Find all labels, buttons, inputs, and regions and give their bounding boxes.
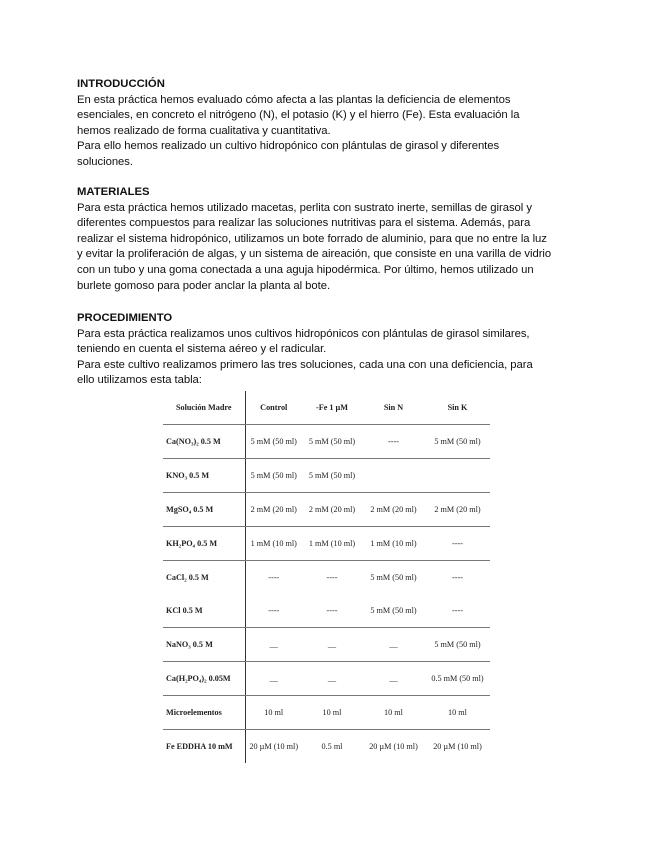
table-header-row xyxy=(163,391,490,425)
materials-line: Para esta práctica hemos utilizado macetas, perlita con sustrato inerte, semillas de girasol y xyxy=(77,201,532,214)
table-cell: __ xyxy=(302,662,362,696)
table-cell: 0.5 ml xyxy=(321,742,343,751)
introduction-line: En esta práctica hemos evaluado cómo afecta a las plantas la deficiencia de elementos xyxy=(77,93,511,106)
table-header-cell: Sin K xyxy=(425,391,490,425)
table-cell: __ xyxy=(362,662,425,696)
table-row xyxy=(163,662,490,696)
table-row xyxy=(163,561,490,595)
table-row-label: NaNO₃ 0.5 M xyxy=(163,628,245,662)
table-cell: 1 mM (10 ml) xyxy=(302,527,362,561)
materials-line: realizar el sistema hidropónico, utilizamos un bote forrado de aluminio, para que no entre la luz xyxy=(77,232,547,245)
table-cell: 1 mM (10 ml) xyxy=(245,527,302,561)
table-cell: ---- xyxy=(425,527,490,561)
table-row-label: KNO₃ 0.5 M xyxy=(163,459,245,493)
materials-line: burlete gomoso para poder anclar la planta al bote. xyxy=(77,279,331,292)
introduction-heading: INTRODUCCIÓN xyxy=(77,78,165,90)
table-cell: 5 mM (50 ml) xyxy=(425,628,490,662)
table-cell xyxy=(362,459,425,493)
table-cell: 5 mM (50 ml) xyxy=(302,425,362,459)
table-header-cell: Control xyxy=(245,391,302,425)
table-cell: 1 mM (10 ml) xyxy=(362,527,425,561)
introduction-line: hemos realizado de forma cualitativa y cuantitativa. xyxy=(77,124,331,137)
table-row xyxy=(163,730,490,764)
table-cell: 5 mM (50 ml) xyxy=(425,425,490,459)
materials-line: con un tubo y una goma conectada a una aguja hipodérmica. Por último, hemos utilizado un xyxy=(77,263,534,276)
table-cell: ---- xyxy=(245,594,302,628)
table-row-label: CaCl₂ 0.5 M xyxy=(163,561,245,595)
introduction-section xyxy=(77,77,577,171)
table-cell: ---- xyxy=(326,573,338,582)
table-cell: 2 mM (20 ml) xyxy=(362,493,425,527)
table-cell: ---- xyxy=(268,573,280,582)
table-cell: 5 mM (50 ml) xyxy=(302,459,362,493)
table-cell: 10 ml xyxy=(245,696,302,730)
table-header-cell: Solución Madre xyxy=(163,391,245,425)
table-cell: 20 µM (10 ml) xyxy=(433,742,482,751)
table-cell: __ xyxy=(362,628,425,662)
table-row-label: KH₂PO₄ 0.5 M xyxy=(163,527,245,561)
table-cell: __ xyxy=(302,628,362,662)
introduction-line: soluciones. xyxy=(77,155,133,168)
table-row xyxy=(163,527,490,561)
introduction-line: Para ello hemos realizado un cultivo hidropónico con plántulas de girasol y diferentes xyxy=(77,140,500,153)
table-row xyxy=(163,696,490,730)
procedure-line: teniendo en cuenta el sistema aéreo y el radicular. xyxy=(77,343,327,356)
procedure-heading: PROCEDIMIENTO xyxy=(77,312,173,324)
table-row-label: Ca(H₂PO₄)₂ 0.05M xyxy=(163,662,245,696)
introduction-line: esenciales, en concreto el nitrógeno (N), el potasio (K) y el hierro (Fe). Esta evaluación la xyxy=(77,109,520,122)
table-cell: ---- xyxy=(452,573,463,582)
table-cell: 2 mM (20 ml) xyxy=(245,493,302,527)
table-cell: 5 mM (50 ml) xyxy=(245,425,302,459)
procedure-line: Para esta práctica realizamos unos cultivos hidropónicos con plántulas de girasol similares, xyxy=(77,327,530,340)
materials-line: y evitar la proliferación de algas, y un sistema de aireación, que consiste en una varilla de vidrio xyxy=(77,248,552,261)
table-cell: 2 mM (20 ml) xyxy=(425,493,490,527)
table-cell xyxy=(425,459,490,493)
materials-heading: MATERIALES xyxy=(77,186,150,198)
solutions-table xyxy=(163,391,490,763)
table-cell: 5 mM (50 ml) xyxy=(245,459,302,493)
table-cell: 20 µM (10 ml) xyxy=(249,742,299,751)
table-row-label: Microelementos xyxy=(163,696,245,730)
materials-line: diferentes compuestos para realizar las soluciones nutritivas para el sistema. Además, para xyxy=(77,217,531,230)
table-cell: ---- xyxy=(302,594,362,628)
materials-section xyxy=(77,185,577,294)
table-row-label: MgSO₄ 0.5 M xyxy=(163,493,245,527)
table-cell: ---- xyxy=(362,425,425,459)
table-row-label: KCl 0.5 M xyxy=(163,594,245,628)
table-header-cell: -Fe 1 µM xyxy=(302,391,362,425)
procedure-section xyxy=(77,311,577,389)
table-cell: __ xyxy=(245,662,302,696)
table-cell: 5 mM (50 ml) xyxy=(370,573,417,582)
table-cell: 10 ml xyxy=(362,696,425,730)
table-row xyxy=(163,493,490,527)
table-cell: 0.5 mM (50 ml) xyxy=(425,662,490,696)
table-cell: 5 mM (50 ml) xyxy=(362,594,425,628)
table-row-label: Ca(NO₃)₂ 0.5 M xyxy=(163,425,245,459)
table-row xyxy=(163,459,490,493)
procedure-line: ello utilizamos esta tabla: xyxy=(77,374,202,387)
table-cell: __ xyxy=(245,628,302,662)
table-row xyxy=(163,425,490,459)
table-header-cell: Sin N xyxy=(362,391,425,425)
table-row-label: Fe EDDHA 10 mM xyxy=(163,730,245,764)
table-row xyxy=(163,628,490,662)
table-cell: 20 µM (10 ml) xyxy=(369,742,418,751)
procedure-line: Para este cultivo realizamos primero las tres soluciones, cada una con una deficiencia, para xyxy=(77,358,533,371)
table-cell: 2 mM (20 ml) xyxy=(302,493,362,527)
table-cell: ---- xyxy=(425,594,490,628)
table-row xyxy=(163,594,490,628)
table-cell: 10 ml xyxy=(425,696,490,730)
table-cell: 10 ml xyxy=(302,696,362,730)
